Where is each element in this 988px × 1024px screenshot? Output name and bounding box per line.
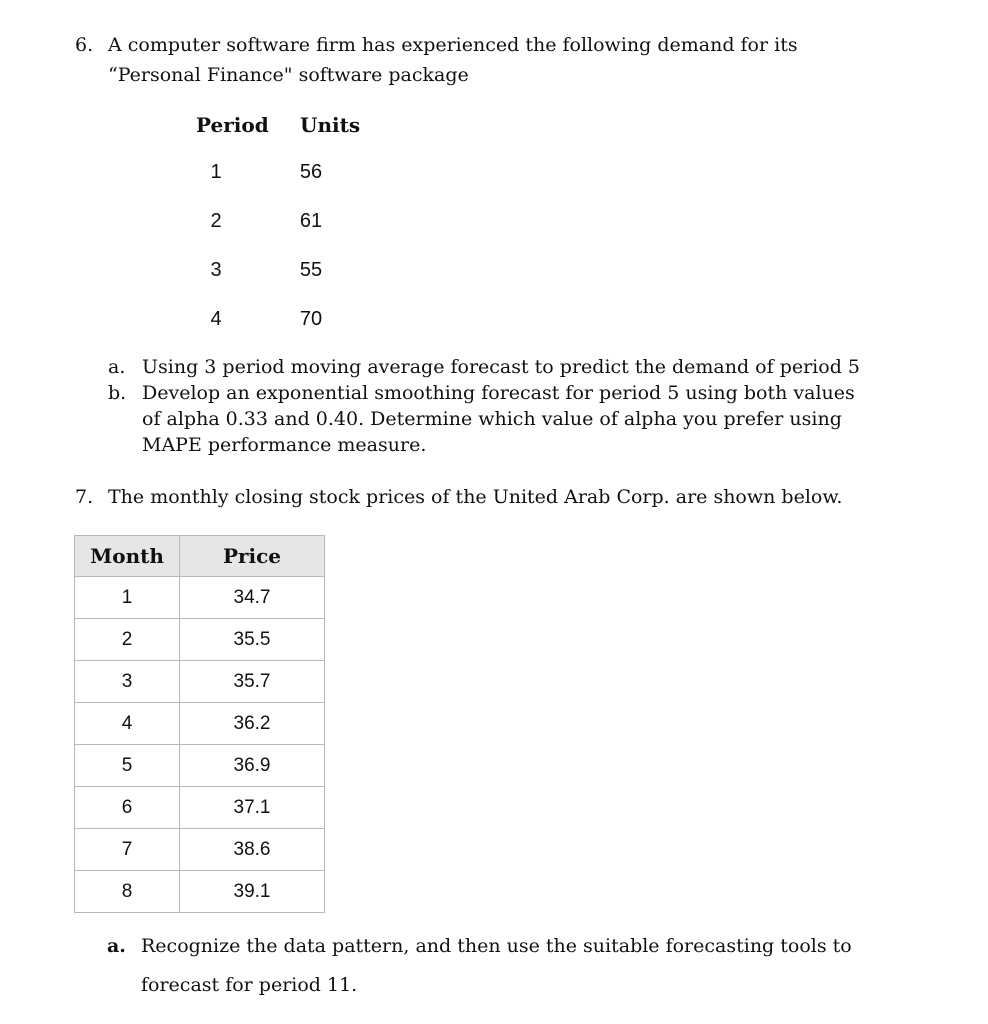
demand-period-cell: 2 bbox=[210, 210, 222, 232]
demand-table-row bbox=[196, 161, 366, 185]
question-7a-label: a. bbox=[107, 935, 126, 957]
demand-table-row bbox=[196, 210, 366, 234]
stock-table-header-row bbox=[75, 536, 325, 577]
demand-period-cell: 1 bbox=[210, 161, 222, 183]
price-cell: 38.6 bbox=[180, 829, 325, 871]
month-cell: 4 bbox=[75, 703, 180, 745]
price-cell: 35.5 bbox=[180, 619, 325, 661]
demand-table-header-period: Period bbox=[196, 113, 269, 137]
stock-table-header-price: Price bbox=[180, 536, 325, 577]
demand-units-cell: 56 bbox=[299, 161, 323, 183]
price-cell: 37.1 bbox=[180, 787, 325, 829]
table-row bbox=[75, 577, 325, 619]
table-row bbox=[75, 787, 325, 829]
price-cell: 34.7 bbox=[180, 577, 325, 619]
demand-units-cell: 61 bbox=[299, 210, 323, 232]
demand-units-cell: 55 bbox=[299, 259, 323, 281]
question-7a-text-line-2: forecast for period 11. bbox=[141, 974, 358, 996]
question-6a-text: Using 3 period moving average forecast to predict the demand of period 5 bbox=[142, 356, 860, 378]
price-cell: 36.2 bbox=[180, 703, 325, 745]
question-6b-text-line-3: MAPE performance measure. bbox=[142, 434, 427, 456]
price-cell: 36.9 bbox=[180, 745, 325, 787]
month-cell: 3 bbox=[75, 661, 180, 703]
question-6b-label: b. bbox=[108, 382, 127, 404]
stock-table-header-month: Month bbox=[75, 536, 180, 577]
price-cell: 39.1 bbox=[180, 871, 325, 913]
month-cell: 5 bbox=[75, 745, 180, 787]
table-row bbox=[75, 829, 325, 871]
month-cell: 6 bbox=[75, 787, 180, 829]
demand-period-cell: 4 bbox=[210, 308, 222, 330]
stock-price-table bbox=[74, 535, 325, 913]
month-cell: 1 bbox=[75, 577, 180, 619]
price-cell: 35.7 bbox=[180, 661, 325, 703]
table-row bbox=[75, 661, 325, 703]
demand-period-cell: 3 bbox=[210, 259, 222, 281]
question-7-number: 7. bbox=[75, 486, 94, 508]
table-row bbox=[75, 619, 325, 661]
demand-table-row bbox=[196, 308, 366, 332]
month-cell: 7 bbox=[75, 829, 180, 871]
table-row bbox=[75, 871, 325, 913]
question-7a-text-line-1: Recognize the data pattern, and then use the suitable forecasting tools to bbox=[141, 935, 852, 957]
table-row bbox=[75, 703, 325, 745]
question-7-text: The monthly closing stock prices of the United Arab Corp. are shown below. bbox=[108, 486, 843, 508]
question-6b-text-line-1: Develop an exponential smoothing forecast for period 5 using both values bbox=[142, 382, 855, 404]
question-6b-text-line-2: of alpha 0.33 and 0.40. Determine which value of alpha you prefer using bbox=[142, 408, 842, 430]
question-6-text-line-2: “Personal Finance" software package bbox=[108, 64, 469, 86]
table-row bbox=[75, 745, 325, 787]
month-cell: 2 bbox=[75, 619, 180, 661]
month-cell: 8 bbox=[75, 871, 180, 913]
question-6-text-line-1: A computer software firm has experienced the following demand for its bbox=[108, 34, 798, 56]
demand-table-row bbox=[196, 259, 366, 283]
demand-units-cell: 70 bbox=[299, 308, 323, 330]
question-6-number: 6. bbox=[75, 34, 94, 56]
demand-table-header-units: Units bbox=[300, 113, 361, 137]
question-6a-label: a. bbox=[108, 356, 126, 378]
